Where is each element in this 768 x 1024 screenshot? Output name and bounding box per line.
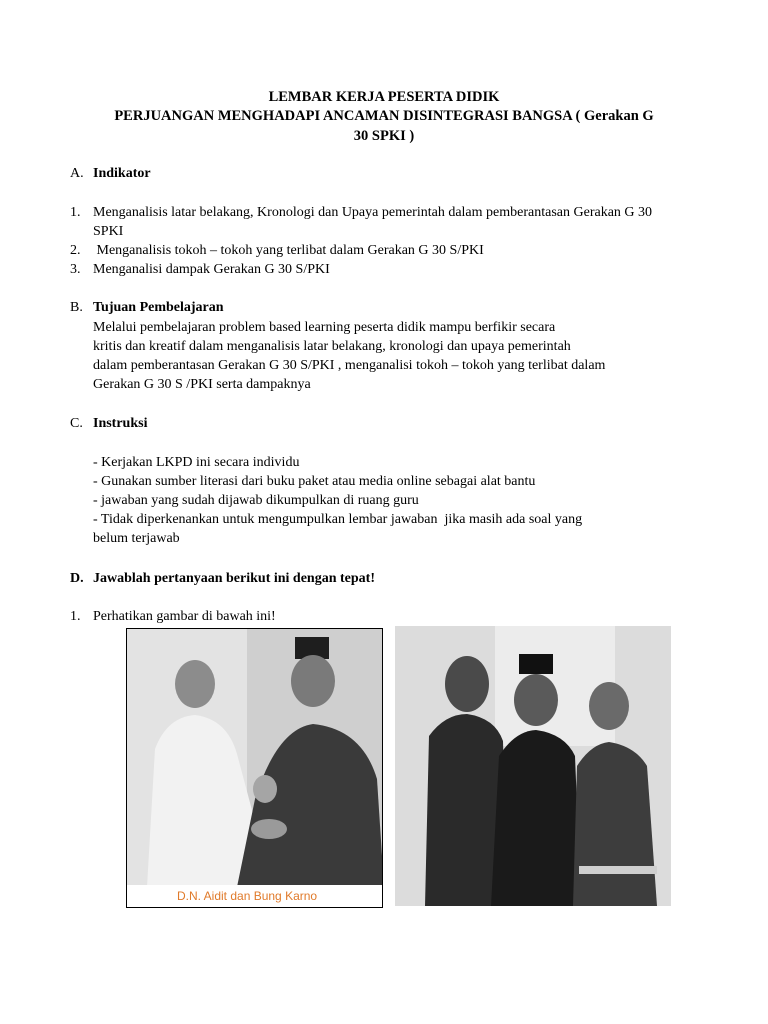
- indicator-number-2: 2.: [70, 243, 81, 258]
- instruction-line: - jawaban yang sudah dijawab dikumpulkan di ruang guru: [93, 493, 419, 508]
- section-d-letter: D.: [70, 571, 84, 586]
- learning-objective-line: Melalui pembelajaran problem based learning peserta didik mampu berfikir secara: [93, 320, 556, 335]
- photo-1-caption: D.N. Aidit dan Bung Karno: [127, 885, 382, 907]
- section-c-letter: C.: [70, 416, 83, 431]
- section-b-heading: [70, 298, 224, 317]
- worksheet-subtitle-line2: 30 SPKI ): [353, 128, 415, 144]
- learning-objective-line: Gerakan G 30 S /PKI serta dampaknya: [93, 377, 311, 392]
- worksheet-subtitle-line1: PERJUANGAN MENGHADAPI ANCAMAN DISINTEGRASI BANGSA ( Gerakan G: [114, 108, 654, 124]
- indicator-text-3: Menganalisi dampak Gerakan G 30 S/PKI: [93, 262, 330, 277]
- learning-objective-line: dalam pemberantasan Gerakan G 30 S/PKI , menganalisi tokoh – tokoh yang terlibat dalam: [93, 358, 606, 373]
- photo-illustration-1: [127, 629, 383, 887]
- section-a-title: Indikator: [93, 166, 151, 181]
- question-1: [70, 607, 690, 626]
- photo-illustration-2: [395, 626, 671, 906]
- instruction-line: - Tidak diperkenankan untuk mengumpulkan lembar jawaban jika masih ada soal yang: [93, 512, 583, 527]
- section-a-letter: A.: [70, 166, 84, 181]
- worksheet-title: LEMBAR KERJA PESERTA DIDIK: [268, 89, 500, 105]
- instruction-line: - Kerjakan LKPD ini secara individu: [93, 455, 300, 470]
- instruction-line: - Gunakan sumber literasi dari buku paket atau media online sebagai alat bantu: [93, 474, 536, 489]
- section-a-heading: [70, 164, 151, 183]
- section-d-heading: [70, 569, 375, 588]
- section-b-letter: B.: [70, 300, 83, 315]
- indicator-item-3: [70, 260, 690, 279]
- section-c-title: Instruksi: [93, 416, 148, 431]
- indicator-item-2: [70, 241, 690, 260]
- question-1-number: 1.: [70, 609, 81, 624]
- indicator-number-3: 3.: [70, 262, 81, 277]
- section-c-heading: [70, 414, 147, 433]
- historical-photo-officers: [395, 626, 671, 906]
- instruction-line: belum terjawab: [93, 531, 180, 546]
- indicator-item-1: [70, 203, 660, 241]
- section-b-title: Tujuan Pembelajaran: [93, 300, 224, 315]
- indicator-text-2: Menganalisis tokoh – tokoh yang terlibat dalam Gerakan G 30 S/PKI: [93, 243, 484, 258]
- historical-photo-aidit-bung-karno: [126, 628, 383, 908]
- learning-objective-paragraph: [93, 318, 693, 394]
- question-1-text: Perhatikan gambar di bawah ini!: [93, 609, 276, 624]
- learning-objective-line: kritis dan kreatif dalam menganalisis latar belakang, kronologi dan upaya pemerintah: [93, 339, 571, 354]
- section-d-title: Jawablah pertanyaan berikut ini dengan tepat!: [93, 571, 375, 586]
- instruction-list: [93, 453, 693, 548]
- indicator-text-1: Menganalisis latar belakang, Kronologi dan Upaya pemerintah dalam pemberantasan Gerakan G 30 SPKI: [93, 205, 653, 239]
- indicator-number-1: 1.: [70, 205, 81, 220]
